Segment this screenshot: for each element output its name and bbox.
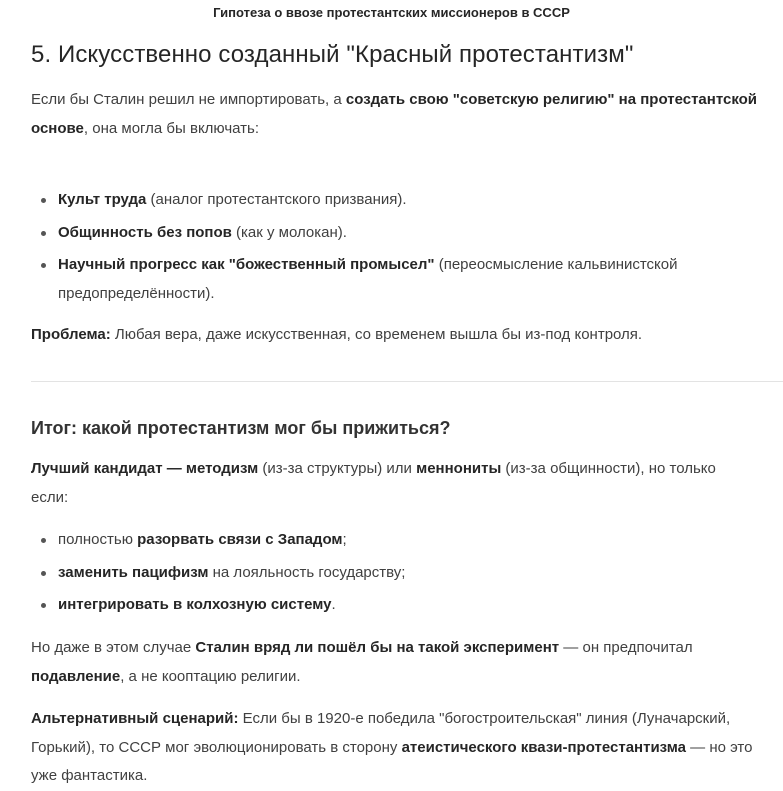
conclusion-text-3: , а не кооптацию религии. — [120, 667, 301, 685]
candidate-text-2: (из-за общинности), но только если: — [31, 460, 716, 506]
list-item — [31, 526, 751, 555]
alternative-paragraph — [31, 705, 771, 791]
item-text-end: ; — [342, 531, 347, 548]
bullet-icon — [41, 603, 46, 608]
section-divider — [31, 381, 783, 382]
conclusion-bold: Сталин вряд ли пошёл бы на такой эксперимент — [195, 639, 560, 656]
item-bold: разорвать связи с Западом — [137, 531, 343, 548]
conclusion-paragraph — [31, 634, 751, 691]
bullet-icon — [41, 571, 46, 576]
list-item — [31, 559, 751, 588]
item-bold: Общинность без попов — [58, 223, 232, 241]
list-item — [31, 591, 751, 620]
item-text-end: на лояльность государству; — [208, 563, 406, 581]
alternative-label: Альтернативный сценарий: — [31, 710, 239, 727]
conclusion-text: Но даже в этом случае — [31, 639, 196, 656]
item-text: (переосмысление кальвинистской предопределённости). — [58, 256, 678, 302]
candidate-bold: Лучший кандидат — методизм — [31, 460, 259, 477]
candidate-paragraph — [31, 455, 731, 512]
conclusion-text-2: — он предпочитал — [559, 639, 693, 656]
problem-text: Любая вера, даже искусственная, со временем вышла бы из-под контроля. — [110, 326, 643, 343]
alternative-bold: атеистического квази-протестантизма — [401, 738, 686, 756]
bullet-icon — [41, 538, 46, 543]
features-list — [31, 186, 751, 308]
bullet-icon — [41, 231, 46, 236]
conversation-title: Гипотеза о ввозе протестантских миссионеров в СССР — [213, 5, 570, 20]
conclusion-bold-2: подавление — [31, 667, 121, 685]
bullet-icon — [41, 263, 46, 268]
conditions-list — [31, 526, 751, 620]
list-item — [31, 186, 751, 215]
intro-bold: создать свою "советскую религию" на протестантской основе — [31, 91, 758, 137]
intro-text-end: , она могла бы включать: — [83, 119, 260, 137]
item-text: (аналог протестантского призвания). — [146, 191, 407, 208]
bullet-icon — [41, 198, 46, 203]
item-bold: интегрировать в колхозную систему — [58, 596, 332, 613]
section-heading: 5. Искусственно созданный "Красный протестантизм" — [31, 41, 634, 68]
item-text: полностью — [58, 531, 138, 548]
item-bold: Научный прогресс как "божественный промысел" — [58, 256, 435, 273]
candidate-bold-2: меннониты — [416, 460, 502, 477]
item-text-end: . — [331, 596, 336, 613]
item-bold: Культ труда — [58, 191, 147, 208]
alternative-text-end: — но это уже фантастика. — [31, 738, 753, 784]
candidate-text: (из-за структуры) или — [258, 460, 417, 477]
list-item — [31, 251, 751, 308]
intro-text: Если бы Сталин решил не импортировать, а — [31, 91, 346, 108]
summary-heading: Итог: какой протестантизм мог бы прижиться? — [31, 418, 451, 438]
section-intro — [31, 86, 779, 143]
problem-paragraph — [31, 321, 779, 350]
list-item — [31, 219, 751, 248]
item-text: (как у молокан). — [231, 223, 347, 241]
item-bold: заменить пацифизм — [58, 563, 209, 581]
problem-label: Проблема: — [31, 326, 111, 343]
alternative-text: Если бы в 1920-е победила "богостроительская" линия (Луначарский, Горький), то СССР мог эволюционировать в сторону — [31, 710, 731, 756]
